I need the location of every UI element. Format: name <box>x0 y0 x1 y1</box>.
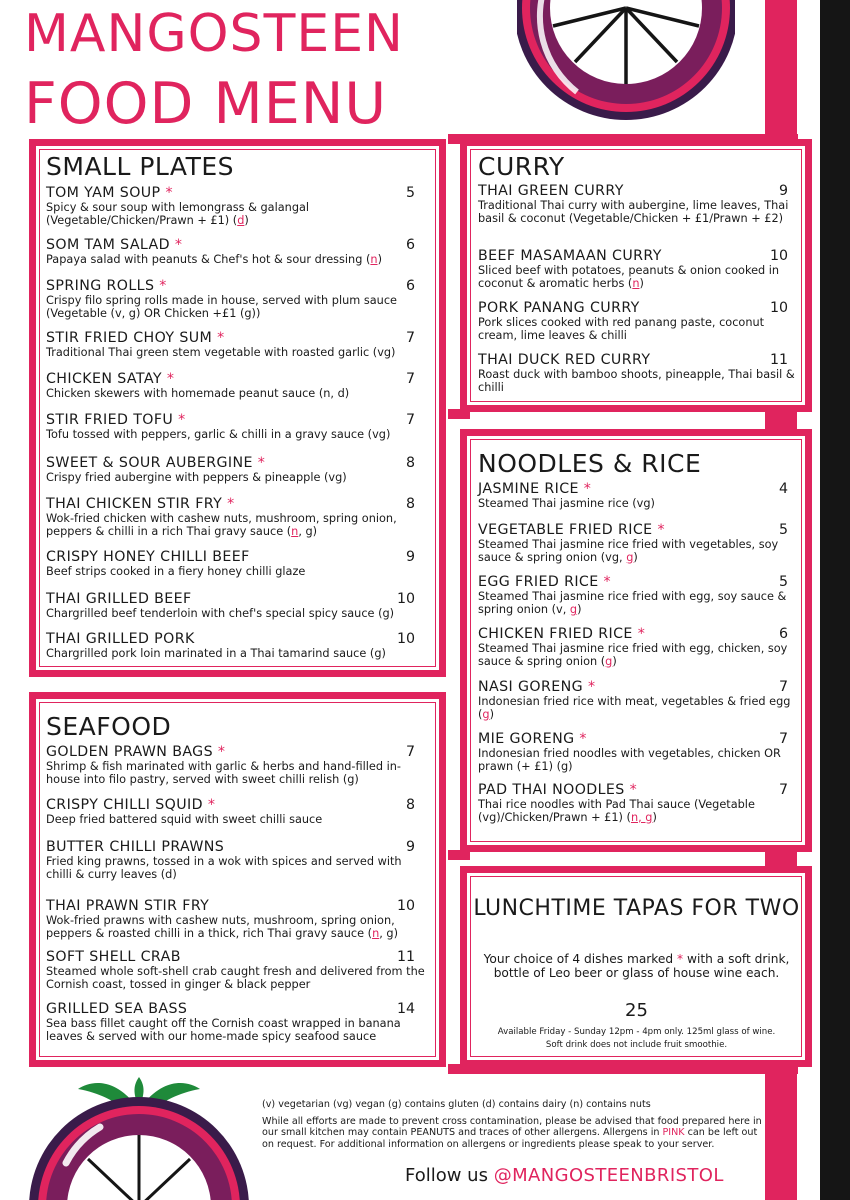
menu-item-description-text: Chargrilled pork loin marinated in a Thai tamarind sauce (g) <box>46 647 386 660</box>
tapas-price: 25 <box>625 1000 648 1021</box>
small-plates-section <box>29 139 446 677</box>
menu-item-name-text: PORK PANANG CURRY <box>478 300 640 316</box>
tapas-description <box>478 952 795 980</box>
menu-item-name-text: CHICKEN FRIED RICE <box>478 626 633 642</box>
menu-item-name-text: STIR FRIED TOFU <box>46 412 174 428</box>
menu-item-description <box>46 202 431 228</box>
menu-item-name-text: EGG FRIED RICE <box>478 574 599 590</box>
menu-item-name <box>46 898 209 914</box>
menu-item-name <box>478 626 645 642</box>
menu-item-name-text: GRILLED SEA BASS <box>46 1001 188 1017</box>
menu-item-name <box>46 496 235 512</box>
tapas-desc-star: * <box>677 952 684 966</box>
tapas-star-marker: * <box>657 522 665 538</box>
menu-item-description-text: Steamed Thai jasmine rice (vg) <box>478 497 655 510</box>
menu-item-description-text: Shrimp & fish marinated with garlic & herbs and hand-filled in-house into filo pastry, served with sweet chilli relish (g) <box>46 760 401 786</box>
menu-item-name <box>46 631 195 647</box>
menu-item-name <box>46 797 215 813</box>
menu-item-description-end: ) <box>577 602 582 616</box>
menu-item-description <box>478 265 798 291</box>
tapas-star-marker: * <box>217 744 226 760</box>
seafood-section <box>29 692 446 1067</box>
menu-item-description <box>46 966 431 992</box>
menu-item-description <box>478 498 798 511</box>
menu-item-name <box>46 455 265 471</box>
menu-item-price: 6 <box>405 237 415 253</box>
menu-item-description-end: ) <box>652 810 657 824</box>
menu-item-description <box>46 566 431 579</box>
menu-item-price: 11 <box>396 949 415 965</box>
menu-item-price: 6 <box>778 626 788 642</box>
removable-allergen: n <box>372 926 380 940</box>
menu-item-description-text: Beef strips cooked in a fiery honey chilli glaze <box>46 565 306 578</box>
menu-item-description <box>478 591 798 617</box>
menu-item-price: 10 <box>769 248 788 264</box>
menu-item-name-text: TOM YAM SOUP <box>46 185 161 201</box>
menu-item-description-end: ) <box>633 550 638 564</box>
menu-item-name-text: STIR FRIED CHOY SUM <box>46 330 213 346</box>
menu-item-name-text: SWEET & SOUR AUBERGINE <box>46 455 253 471</box>
menu-item-name <box>46 549 250 565</box>
allergen-legend: (v) vegetarian (vg) vegan (g) contains gluten (d) contains dairy (n) contains nuts <box>262 1099 651 1110</box>
tapas-star-marker: * <box>166 371 175 387</box>
menu-item-description-text: Thai rice noodles with Pad Thai sauce (Vegetable (vg)/Chicken/Prawn + £1) ( <box>478 798 755 824</box>
menu-item-description <box>46 608 431 621</box>
menu-item-name <box>46 330 225 346</box>
menu-item-name <box>46 237 182 253</box>
tapas-star-marker: * <box>583 481 592 497</box>
menu-item-name-text: CRISPY CHILLI SQUID <box>46 797 203 813</box>
menu-item-description-text: Traditional Thai green stem vegetable with roasted garlic (vg) <box>46 346 396 359</box>
menu-item-price: 11 <box>769 352 788 368</box>
menu-item-description-text: Indonesian fried rice with meat, vegetables & fried egg ( <box>478 695 791 721</box>
tapas-star-marker: * <box>178 412 186 428</box>
tapas-star-marker: * <box>174 237 183 253</box>
menu-item-name <box>478 679 595 695</box>
noodles-rice-title: NOODLES & RICE <box>478 449 702 478</box>
menu-item-price: 8 <box>405 455 415 471</box>
removable-allergen: d <box>237 213 245 227</box>
tapas-star-marker: * <box>603 574 611 590</box>
curry-section <box>460 139 812 412</box>
menu-item-description-text: Spicy & sour soup with lemongrass & galangal (Vegetable/Chicken/Prawn + £1) ( <box>46 201 310 227</box>
menu-item-name <box>46 744 225 760</box>
menu-item-description <box>46 295 431 321</box>
removable-allergen: n <box>370 253 378 266</box>
menu-item-name <box>478 782 637 798</box>
menu-item-name <box>478 183 624 199</box>
menu-item-name-text: THAI GRILLED PORK <box>46 631 195 647</box>
menu-item-price: 10 <box>396 898 415 914</box>
menu-item-name-text: SOM TAM SALAD <box>46 237 170 253</box>
menu-item-name <box>478 481 591 497</box>
menu-item-description-text: Indonesian fried noodles with vegetables, chicken OR prawn (+ £1) (g) <box>478 747 781 773</box>
menu-title-line2: FOOD MENU <box>24 71 388 137</box>
menu-item-name-text: MIE GORENG <box>478 731 575 747</box>
menu-item-description <box>478 369 798 395</box>
menu-title-line1: MANGOSTEEN <box>24 4 404 64</box>
menu-item-price: 4 <box>778 481 788 497</box>
menu-item-name-text: SOFT SHELL CRAB <box>46 949 181 965</box>
menu-item-description-text: Chargrilled beef tenderloin with chef's special spicy sauce (g) <box>46 607 395 620</box>
tapas-star-marker: * <box>257 455 266 471</box>
follow-us <box>405 1165 724 1186</box>
menu-item-description <box>46 513 431 539</box>
menu-item-description-text: Chicken skewers with homemade peanut sauce (n, d) <box>46 387 350 400</box>
menu-item-price: 14 <box>396 1001 415 1017</box>
small-plates-title: SMALL PLATES <box>46 152 235 181</box>
tapas-note-line1: Available Friday - Sunday 12pm - 4pm only. 125ml glass of wine. <box>497 1027 776 1037</box>
menu-item-description <box>478 643 798 669</box>
tapas-star-marker: * <box>227 496 235 512</box>
menu-item-name-text: VEGETABLE FRIED RICE <box>478 522 653 538</box>
menu-item-description-text: Crispy filo spring rolls made in house, served with plum sauce (Vegetable (v, g) OR Chicken +£1 (g)) <box>46 294 397 320</box>
menu-item-description-text: Crispy fried aubergine with peppers & pineapple (vg) <box>46 471 347 484</box>
menu-item-description-text: Traditional Thai curry with aubergine, lime leaves, Thai basil & coconut (Vegetable/Chicken + £1/Prawn + £2) <box>478 199 789 225</box>
menu-item-description <box>478 748 798 774</box>
menu-item-price: 5 <box>405 185 415 201</box>
menu-item-price: 9 <box>405 549 415 565</box>
menu-item-name <box>46 371 174 387</box>
menu-item-price: 6 <box>405 278 415 294</box>
menu-item-description <box>46 761 431 787</box>
menu-item-price: 5 <box>778 522 788 538</box>
removable-allergen: n, g <box>630 810 653 824</box>
menu-item-name <box>478 574 611 590</box>
menu-item-name <box>478 300 640 316</box>
menu-item-name-text: CRISPY HONEY CHILLI BEEF <box>46 549 250 565</box>
menu-item-description <box>478 539 798 565</box>
menu-item-description <box>478 200 798 226</box>
menu-item-description-text: Sea bass fillet caught off the Cornish coast wrapped in banana leaves & served with our home-made spicy seafood sauce <box>46 1017 401 1043</box>
tapas-note <box>470 1026 803 1052</box>
removable-allergen: g <box>569 602 578 616</box>
removable-allergen: g <box>482 707 490 721</box>
menu-item-description-text: Wok-fried chicken with cashew nuts, mushroom, spring onion, peppers & chilli in a rich Thai gravy sauce ( <box>46 512 397 538</box>
tapas-star-marker: * <box>629 782 638 798</box>
disclaimer-text-2: can be left out on request. For additional information on allergens or ingredients please speak to your server. <box>262 1127 758 1150</box>
tapas-note-line2: Soft drink does not include fruit smoothie. <box>545 1040 728 1050</box>
social-handle-link[interactable]: @MANGOSTEENBRISTOL <box>493 1165 724 1186</box>
noodles-rice-section <box>460 429 812 852</box>
menu-item-price: 10 <box>396 631 415 647</box>
menu-item-description-text: Steamed Thai jasmine rice fried with egg, chicken, soy sauce & spring onion ( <box>478 642 788 668</box>
tapas-star-marker: * <box>207 797 216 813</box>
menu-item-name <box>478 731 587 747</box>
menu-item-description <box>46 254 431 267</box>
removable-allergen: g <box>626 550 634 564</box>
menu-item-name <box>46 949 181 965</box>
menu-item-name <box>478 352 650 368</box>
tapas-star-marker: * <box>579 731 587 747</box>
menu-item-description-end: ) <box>489 707 495 721</box>
menu-item-name-text: CHICKEN SATAY <box>46 371 162 387</box>
removable-allergen: g <box>605 654 613 668</box>
menu-item-price: 9 <box>778 183 788 199</box>
menu-item-description <box>46 1018 431 1044</box>
tapas-desc-before: Your choice of 4 dishes marked <box>483 952 678 966</box>
tapas-star-marker: * <box>587 679 596 695</box>
menu-item-name <box>46 1001 187 1017</box>
menu-item-price: 7 <box>778 731 788 747</box>
menu-item-description-end: , g) <box>379 926 398 940</box>
menu-item-price: 10 <box>396 591 415 607</box>
menu-item-name <box>46 278 167 294</box>
menu-item-description-text: Papaya salad with peanuts & Chef's hot & sour dressing ( <box>46 253 371 266</box>
allergen-disclaimer <box>262 1116 762 1150</box>
menu-item-description-end: ) <box>612 654 617 668</box>
menu-item-name-text: BUTTER CHILLI PRAWNS <box>46 839 225 855</box>
menu-item-price: 8 <box>405 496 415 512</box>
menu-item-price: 7 <box>405 371 415 387</box>
menu-item-description-end: ) <box>377 253 382 266</box>
seafood-title: SEAFOOD <box>46 712 172 741</box>
menu-item-description <box>46 429 431 442</box>
tapas-desc-after: with a soft drink, bottle of Leo beer or glass of house wine each. <box>493 952 790 980</box>
menu-item-name-text: THAI PRAWN STIR FRY <box>46 898 210 914</box>
menu-item-description-text: Steamed Thai jasmine rice fried with vegetables, soy sauce & spring onion (vg, <box>478 538 779 564</box>
menu-item-name-text: PAD THAI NOODLES <box>478 782 625 798</box>
menu-item-name <box>478 248 662 264</box>
menu-item-name-text: BEEF MASAMAAN CURRY <box>478 248 662 264</box>
mangosteen-logo-icon <box>517 0 735 126</box>
menu-item-description <box>46 648 431 661</box>
menu-item-price: 9 <box>405 839 415 855</box>
menu-item-name-text: GOLDEN PRAWN BAGS <box>46 744 213 760</box>
menu-item-description-text: Sliced beef with potatoes, peanuts & onion cooked in coconut & aromatic herbs ( <box>478 264 780 290</box>
menu-item-description <box>46 472 431 485</box>
menu-item-price: 7 <box>405 412 415 428</box>
removable-allergen: n <box>632 276 640 290</box>
menu-item-description <box>478 799 798 825</box>
menu-item-description-end: , g) <box>298 524 318 538</box>
menu-item-name-text: THAI DUCK RED CURRY <box>478 352 651 368</box>
follow-label: Follow us <box>405 1165 494 1186</box>
menu-item-description-text: Fried king prawns, tossed in a wok with spices and served with chilli & curry leaves (d) <box>46 855 402 881</box>
menu-item-price: 7 <box>778 782 788 798</box>
menu-item-price: 7 <box>778 679 788 695</box>
menu-item-price: 8 <box>405 797 415 813</box>
black-side-bar <box>820 0 850 1200</box>
menu-item-description-text: Steamed whole soft-shell crab caught fresh and delivered from the Cornish coast, tossed in ginger & black pepper <box>46 965 425 991</box>
menu-item-description-text: Wok-fried prawns with cashew nuts, mushroom, spring onion, peppers & roasted chilli in a thick, rich Thai gravy sauce ( <box>46 914 395 940</box>
disclaimer-text-1: While all efforts are made to prevent cross contamination, please be advised that food prepared here in our small kitchen may contain PEANUTS and traces of other allergens. Allergens in <box>262 1116 762 1139</box>
menu-item-description <box>46 856 431 882</box>
menu-item-description-text: Pork slices cooked with red panang paste, coconut cream, lime leaves & chilli <box>478 316 765 342</box>
curry-title: CURRY <box>478 152 565 181</box>
menu-item-name <box>478 522 665 538</box>
menu-item-price: 7 <box>405 744 415 760</box>
menu-item-description-text: Steamed Thai jasmine rice fried with egg, soy sauce & spring onion (v, <box>478 590 787 616</box>
menu-item-description-text: Tofu tossed with peppers, garlic & chilli in a gravy sauce (vg) <box>46 428 391 441</box>
menu-item-price: 5 <box>778 574 788 590</box>
menu-item-description <box>478 317 798 343</box>
menu-item-name <box>46 839 224 855</box>
menu-item-name-text: NASI GORENG <box>478 679 584 695</box>
tapas-star-marker: * <box>637 626 646 642</box>
menu-item-price: 10 <box>769 300 788 316</box>
menu-item-description-text: Deep fried battered squid with sweet chilli sauce <box>46 813 323 826</box>
menu-item-description <box>46 814 431 827</box>
menu-item-description-text: Roast duck with bamboo shoots, pineapple, Thai basil & chilli <box>478 368 795 394</box>
menu-item-description-end: ) <box>639 276 644 290</box>
disclaimer-pink-word: PINK <box>662 1127 685 1139</box>
menu-item-price: 7 <box>405 330 415 346</box>
menu-item-description <box>478 696 798 722</box>
tapas-title: LUNCHTIME TAPAS FOR TWO <box>473 896 800 921</box>
menu-item-name <box>46 412 186 428</box>
removable-allergen: n <box>291 524 299 538</box>
menu-item-name-text: THAI CHICKEN STIR FRY <box>46 496 223 512</box>
menu-item-name <box>46 591 192 607</box>
menu-item-description <box>46 347 431 360</box>
menu-item-description <box>46 388 431 401</box>
menu-item-name-text: THAI GRILLED BEEF <box>46 591 192 607</box>
menu-item-name-text: THAI GREEN CURRY <box>478 183 624 199</box>
tapas-star-marker: * <box>217 330 225 346</box>
menu-item-name-text: SPRING ROLLS <box>46 278 155 294</box>
menu-item-description <box>46 915 431 941</box>
tapas-star-marker: * <box>165 185 173 201</box>
menu-item-name <box>46 185 173 201</box>
menu-item-name-text: JASMINE RICE <box>478 481 579 497</box>
mangosteen-fruit-icon <box>28 1075 250 1200</box>
menu-item-description-end: ) <box>244 213 249 227</box>
tapas-star-marker: * <box>159 278 167 294</box>
